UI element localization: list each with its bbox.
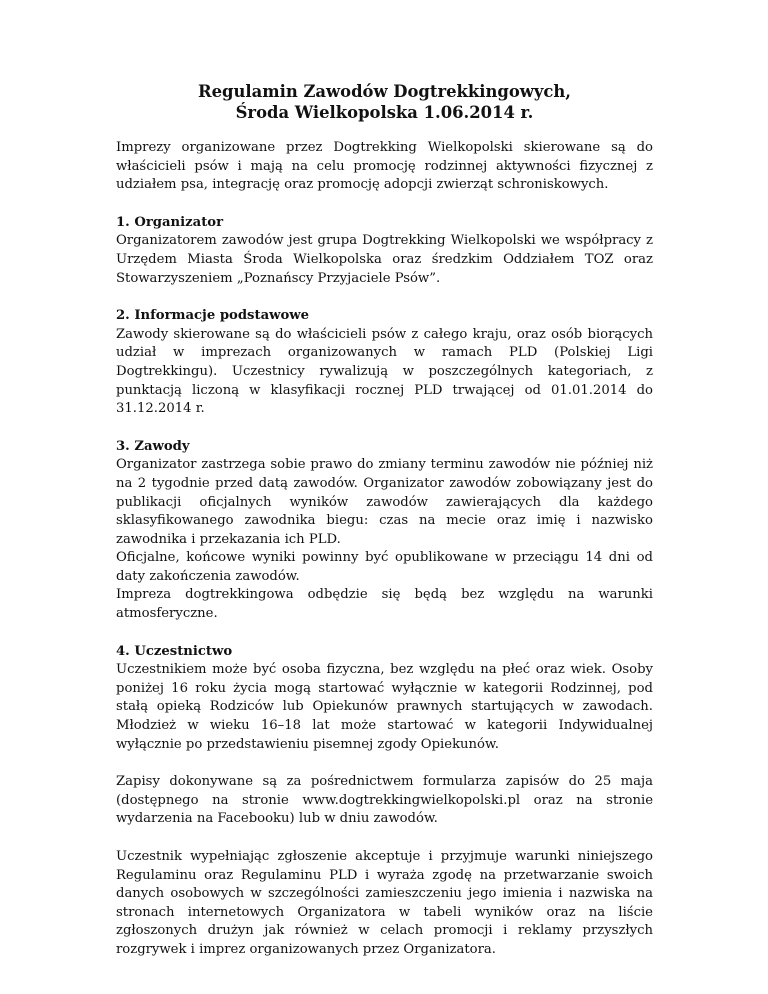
section-zawody: [116, 438, 653, 624]
document-title: [116, 82, 653, 123]
section-paragraph: Organizatorem zawodów jest grupa Dogtrekking Wielkopolski we współpracy z Urzędem Miasta Środa Wielkopolska oraz średzkim Oddziałem TOZ oraz Stowarzyszeniem „Poznańscy Przyjaciele Psów”.: [116, 233, 653, 286]
section-paragraph: Uczestnikiem może być osoba fizyczna, bez względu na płeć oraz wiek. Osoby poniżej 16 roku życia mogą startować wyłącznie w kategorii Rodzinnej, pod stałą opieką Rodziców lub Opiekunów prawnych startujących w zawodach. Młodzież w wieku 16–18 lat może startować w kategorii Indywidualnej wyłącznie po przedstawieniu pisemnej zgody Opiekunów.: [116, 662, 653, 752]
title-line-1: Regulamin Zawodów Dogtrekkingowych,: [197, 82, 572, 101]
section-heading: 4. Uczestnictwo: [116, 643, 233, 659]
section-paragraph: Oficjalne, końcowe wyniki powinny być opublikowane w przeciągu 14 dni od daty zakończenia zawodów.: [116, 550, 653, 584]
title-line-2: Środa Wielkopolska 1.06.2014 r.: [235, 102, 534, 122]
registration-paragraph: Zapisy dokonywane są za pośrednictwem formularza zapisów do 25 maja (dostępnego na stronie www.dogtrekkingwielkopolski.pl oraz na stronie wydarzenia na Facebooku) lub w dniu zawodów.: [116, 774, 653, 827]
section-organizator: [116, 214, 653, 288]
section-informacje-podstawowe: [116, 307, 653, 419]
section-heading: 2. Informacje podstawowe: [116, 308, 310, 324]
intro-paragraph: Imprezy organizowane przez Dogtrekking Wielkopolski skierowane są do właścicieli psów i mają na celu promocję rodzinnej aktywności fizycznej z udziałem psa, integrację oraz promocję adopcji zwierząt schroniskowych.: [116, 140, 653, 193]
section-uczestnictwo: [116, 643, 653, 755]
section-heading: 3. Zawody: [116, 438, 190, 454]
section-heading: 1. Organizator: [116, 214, 224, 230]
section-paragraph: Zawody skierowane są do właścicieli psów z całego kraju, oraz osób biorących udział w imprezach organizowanych w ramach PLD (Polskiej Ligi Dogtrekkingu). Uczestnicy rywalizują w poszczególnych kategoriach, z punktacją liczoną w klasyfikacji rocznej PLD trwającej od 01.01.2014 do 31.12.2014 r.: [116, 326, 653, 417]
section-paragraph: Impreza dogtrekkingowa odbędzie się będą bez względu na warunki atmosferyczne.: [116, 587, 653, 622]
section-paragraph: Organizator zastrzega sobie prawo do zmiany terminu zawodów nie później niż na 2 tygodnie przed datą zawodów. Organizator zawodów zobowiązany jest do publikacji oficjalnych wyników zawodów zawierających dla każdego sklasyfikowanego zawodnika biegu: czas na mecie oraz imię i nazwisko zawodnika i przekazania ich PLD.: [116, 457, 653, 547]
consent-paragraph: Uczestnik wypełniając zgłoszenie akceptuje i przyjmuje warunki niniejszego Regulaminu oraz Regulaminu PLD i wyraża zgodę na przetwarzanie swoich danych osobowych w szczególności zamieszczeniu jego imienia i nazwiska na stronach internetowych Organizatora w tabeli wyników oraz na liście zgłoszonych drużyn jak również w celach promocji i reklamy przyszłych rozgrywek i imprez organizowanych przez Organizatora.: [116, 849, 653, 957]
